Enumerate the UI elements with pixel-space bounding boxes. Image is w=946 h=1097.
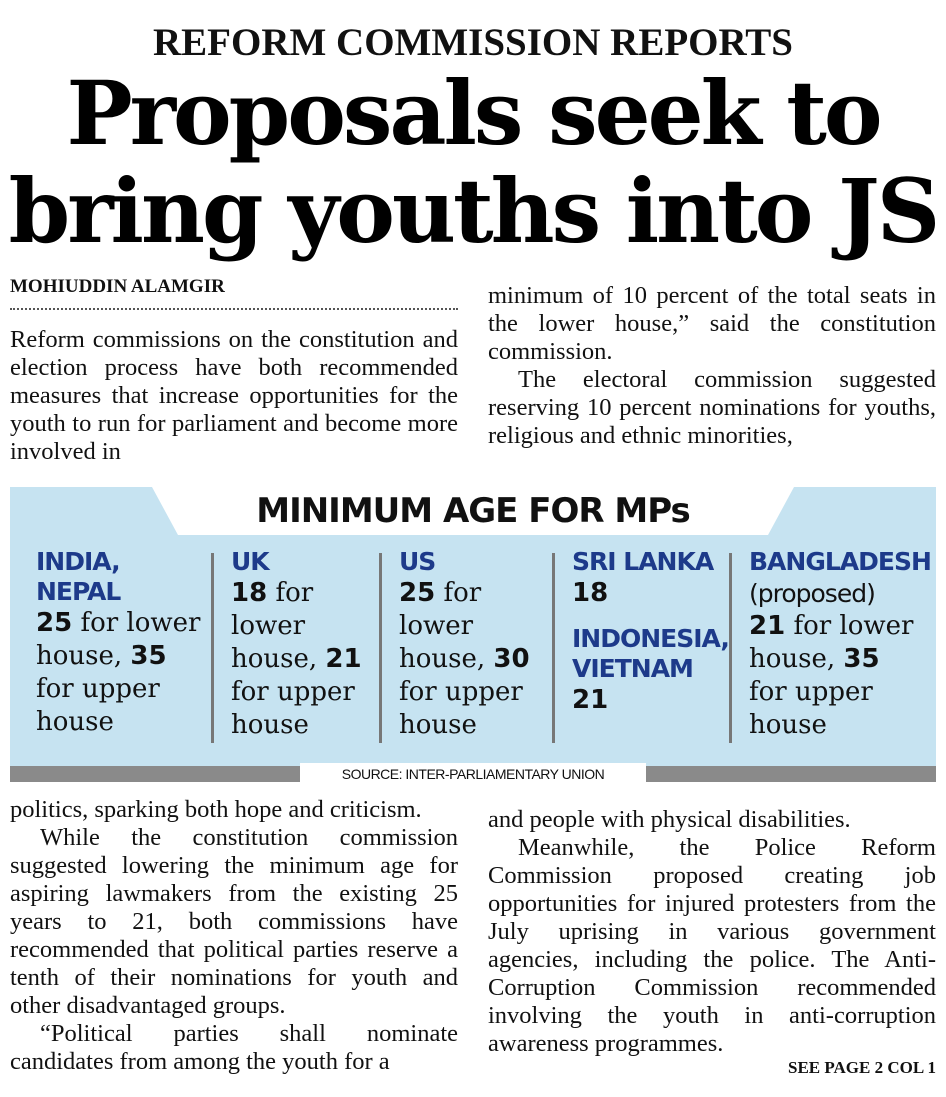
cell-india-nepal [36, 547, 206, 747]
article-column-2 [488, 282, 936, 450]
article-column-3 [10, 796, 458, 1076]
paragraph: and people with physical disabilities. [488, 806, 851, 833]
country-label: BANGLADESH [749, 547, 931, 576]
upper-age: 35 [130, 641, 167, 671]
paragraph: politics, sparking both hope and criticism. [10, 796, 422, 823]
country-label: INDIA, NEPAL [36, 547, 121, 606]
age-desc: for lower house, [231, 578, 326, 674]
age-desc: for upper house [36, 674, 160, 737]
age-desc: for lower house, [36, 608, 201, 671]
byline: MOHIUDDIN ALAMGIR [10, 276, 225, 297]
age-text [749, 610, 919, 742]
upper-age: 30 [493, 644, 530, 674]
infographic-title: MINIMUM AGE FOR MPs [256, 491, 690, 531]
byline-divider [10, 308, 458, 310]
headline-line-1: Proposals seek to [66, 61, 880, 165]
age-value: 18 [572, 578, 609, 608]
cell-uk [231, 547, 371, 747]
column-separator [379, 553, 382, 743]
article-column-1 [10, 326, 458, 466]
paragraph: “Political parties shall nominate candidates from among the youth for a [10, 1020, 458, 1075]
country-label: US [399, 547, 436, 576]
country-label: SRI LANKA [572, 547, 714, 576]
age-text [36, 607, 206, 739]
article-column-4 [488, 806, 936, 1058]
headline [0, 61, 946, 263]
proposed-note: (proposed) [749, 579, 875, 608]
age-desc: for lower house, [399, 578, 494, 674]
age-value: 21 [572, 685, 609, 715]
lower-age: 25 [399, 578, 436, 608]
upper-age: 35 [843, 644, 880, 674]
upper-age: 21 [325, 644, 362, 674]
paragraph: Meanwhile, the Police Reform Commission proposed creating job opportunities for injured protesters from the July uprising in various government agencies, including the police. The Anti-Corruption Commission recommended involving the youth in anti-corruption awareness programmes. [488, 834, 936, 1057]
cell-sri-lanka-indonesia [572, 547, 729, 747]
infographic [10, 487, 936, 769]
lower-age: 18 [231, 578, 268, 608]
column-separator [729, 553, 732, 743]
column-separator [211, 553, 214, 743]
age-desc: for upper house [231, 677, 355, 740]
country-label: INDONESIA, VIETNAM [572, 624, 729, 683]
age-desc: for upper house [749, 677, 873, 740]
age-text [231, 577, 371, 742]
headline-line-2: bring youths into JS [8, 159, 938, 263]
age-desc: for upper house [399, 677, 523, 740]
source-label: SOURCE: INTER-PARLIAMENTARY UNION [300, 763, 646, 785]
lower-age: 21 [749, 611, 786, 641]
age-desc: for lower house, [749, 611, 914, 674]
age-text [399, 577, 544, 742]
paragraph: minimum of 10 percent of the total seats in the lower house,” said the constitution commission. [488, 282, 936, 365]
country-label: UK [231, 547, 269, 576]
column-separator [552, 553, 555, 743]
lower-age: 25 [36, 608, 73, 638]
cell-bangladesh [749, 547, 931, 747]
paragraph: The electoral commission suggested reserving 10 percent nominations for youths, religious and ethnic minorities, [488, 366, 936, 449]
cell-us [399, 547, 544, 747]
paragraph: Reform commissions on the constitution and election process have both recommended measures that increase opportunities for the youth to run for parliament and become more involved in [10, 326, 458, 465]
continuation-note[interactable]: SEE PAGE 2 COL 1 [788, 1058, 936, 1077]
paragraph: While the constitution commission suggested lowering the minimum age for aspiring lawmakers from the existing 25 years to 21, both commissions have recommended that political parties reserve a tenth of their nominations for youth and other disadvantaged groups. [10, 824, 458, 1019]
kicker: REFORM COMMISSION REPORTS [153, 21, 793, 64]
